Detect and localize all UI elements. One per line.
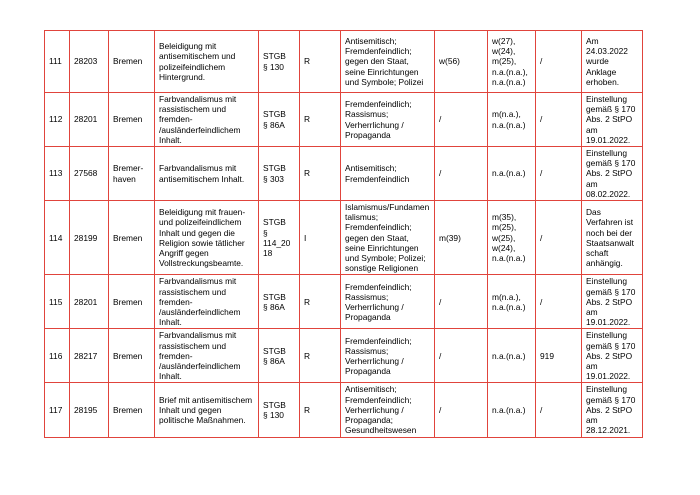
offense-description: Brief mit antisemitischem Inhalt und gegen politische Maßnahmen. (155, 383, 259, 437)
city: Bremen (109, 31, 155, 93)
case-number: 112 (45, 93, 70, 147)
legal-paragraph: STGB § 86A (259, 275, 300, 329)
legal-paragraph: STGB § 86A (259, 329, 300, 383)
legal-paragraph: STGB § 130 (259, 383, 300, 437)
table-row (45, 329, 643, 383)
postal-code: 28199 (70, 201, 109, 275)
cell-col9: n.a.(n.a.) (488, 329, 536, 383)
cell-col9: m(n.a.), n.a.(n.a.) (488, 275, 536, 329)
motive: Islamismus/Fundamen talismus; Fremdenfeindlich; gegen den Staat, seine Einrichtungen und Symbole; Polizei; sonstige Religionen (341, 201, 435, 275)
offense-description: Farbvandalismus mit rassistischem und fremden- /ausländerfeindlichem Inhalt. (155, 329, 259, 383)
table-row (45, 31, 643, 93)
case-table (44, 30, 643, 438)
category: R (300, 275, 341, 329)
postal-code: 28195 (70, 383, 109, 437)
table-row (45, 147, 643, 201)
cell-col9: n.a.(n.a.) (488, 147, 536, 201)
category: R (300, 329, 341, 383)
legal-paragraph: STGB § 303 (259, 147, 300, 201)
category: I (300, 201, 341, 275)
category: R (300, 147, 341, 201)
cell-col8: / (435, 275, 488, 329)
cell-col10: / (536, 93, 582, 147)
offense-description: Beleidigung mit antisemitischem und polizeifeindlichem Hintergrund. (155, 31, 259, 93)
status: Einstellung gemäß § 170 Abs. 2 StPO am 19.01.2022. (582, 329, 643, 383)
case-number: 113 (45, 147, 70, 201)
case-number: 111 (45, 31, 70, 93)
cell-col10: / (536, 275, 582, 329)
cell-col10: / (536, 147, 582, 201)
postal-code: 28201 (70, 275, 109, 329)
offense-description: Farbvandalismus mit antisemitischem Inhalt. (155, 147, 259, 201)
status: Einstellung gemäß § 170 Abs. 2 StPO am 08.02.2022. (582, 147, 643, 201)
cell-col10: 919 (536, 329, 582, 383)
category: R (300, 383, 341, 437)
table-row (45, 275, 643, 329)
cell-col8: / (435, 329, 488, 383)
cell-col9: m(n.a.), n.a.(n.a.) (488, 93, 536, 147)
city: Bremen (109, 275, 155, 329)
cell-col9: m(35), m(25), w(25), w(24), n.a.(n.a.) (488, 201, 536, 275)
postal-code: 28217 (70, 329, 109, 383)
cell-col8: / (435, 93, 488, 147)
city: Bremen (109, 383, 155, 437)
table-row (45, 93, 643, 147)
offense-description: Beleidigung mit frauen- und polizeifeindlichem Inhalt und gegen die Religion sowie tätlicher Angriff gegen Vollstreckungsbeamte. (155, 201, 259, 275)
cell-col8: m(39) (435, 201, 488, 275)
postal-code: 28203 (70, 31, 109, 93)
case-number: 115 (45, 275, 70, 329)
motive: Antisemitisch; Fremdenfeindlich (341, 147, 435, 201)
cell-col10: / (536, 383, 582, 437)
table-row (45, 383, 643, 437)
case-number: 116 (45, 329, 70, 383)
status: Einstellung gemäß § 170 Abs. 2 StPO am 19.01.2022. (582, 93, 643, 147)
motive: Fremdenfeindlich; Rassismus; Verherrlichung / Propaganda (341, 275, 435, 329)
cell-col9: w(27), w(24), m(25), n.a.(n.a.), n.a.(n.a.) (488, 31, 536, 93)
status: Einstellung gemäß § 170 Abs. 2 StPO am 28.12.2021. (582, 383, 643, 437)
postal-code: 28201 (70, 93, 109, 147)
city: Bremen (109, 201, 155, 275)
motive: Fremdenfeindlich; Rassismus; Verherrlichung / Propaganda (341, 329, 435, 383)
motive: Antisemitisch; Fremdenfeindlich; gegen den Staat, seine Einrichtungen und Symbole; Polizei (341, 31, 435, 93)
motive: Fremdenfeindlich; Rassismus; Verherrlichung / Propaganda (341, 93, 435, 147)
status: Am 24.03.2022 wurde Anklage erhoben. (582, 31, 643, 93)
category: R (300, 31, 341, 93)
motive: Antisemitisch; Fremdenfeindlich; Verherrlichung / Propaganda; Gesundheitswesen (341, 383, 435, 437)
offense-description: Farbvandalismus mit rassistischem und fremden- /ausländerfeindlichem Inhalt. (155, 275, 259, 329)
cell-col10: / (536, 201, 582, 275)
city: Bremer- haven (109, 147, 155, 201)
case-number: 117 (45, 383, 70, 437)
case-number: 114 (45, 201, 70, 275)
cell-col8: w(56) (435, 31, 488, 93)
postal-code: 27568 (70, 147, 109, 201)
legal-paragraph: STGB § 114_20 18 (259, 201, 300, 275)
cell-col10: / (536, 31, 582, 93)
status: Das Verfahren ist noch bei der Staatsanwalt schaft anhängig. (582, 201, 643, 275)
status: Einstellung gemäß § 170 Abs. 2 StPO am 19.01.2022. (582, 275, 643, 329)
offense-description: Farbvandalismus mit rassistischem und fremden- /ausländerfeindlichem Inhalt. (155, 93, 259, 147)
cell-col8: / (435, 383, 488, 437)
legal-paragraph: STGB § 130 (259, 31, 300, 93)
city: Bremen (109, 93, 155, 147)
category: R (300, 93, 341, 147)
cell-col8: / (435, 147, 488, 201)
city: Bremen (109, 329, 155, 383)
cell-col9: n.a.(n.a.) (488, 383, 536, 437)
legal-paragraph: STGB § 86A (259, 93, 300, 147)
table-row (45, 201, 643, 275)
